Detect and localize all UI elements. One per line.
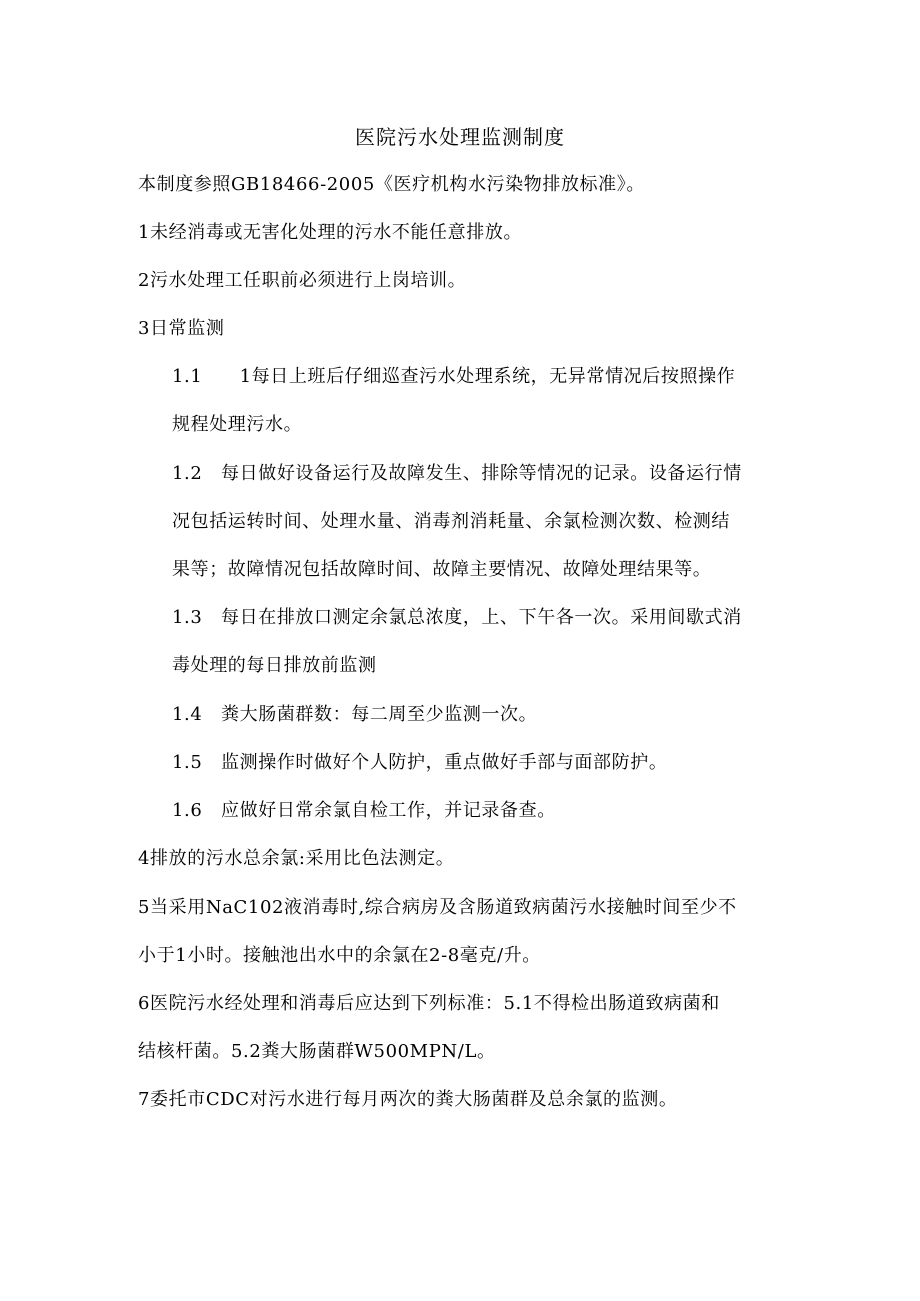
- sub-item-1-6: 1.6 应做好日常余氯自检工作，并记录备查。: [172, 800, 556, 821]
- rule-item-5-line-2: 小于1小时。接触池出水中的余氯在2-8毫克/升。: [138, 945, 541, 966]
- intro-paragraph: 本制度参照GB18466-2005《医疗机构水污染物排放标准》。: [138, 174, 645, 195]
- sub-item-1-4: 1.4 粪大肠菌群数：每二周至少监测一次。: [172, 704, 538, 725]
- rule-item-3-heading: 3日常监测: [138, 318, 225, 339]
- sub-item-1-1-line-2: 规程处理污水。: [172, 414, 303, 435]
- sub-item-1-3-line-2: 毒处理的每日排放前监测: [172, 655, 377, 676]
- rule-item-6-line-2: 结核杆菌。5.2粪大肠菌群W500MPN/L。: [138, 1041, 496, 1062]
- rule-item-6-line-1: 6医院污水经处理和消毒后应达到下列标准：5.1不得检出肠道致病菌和: [138, 993, 720, 1014]
- rule-item-2: 2污水处理工任职前必须进行上岗培训。: [138, 270, 467, 291]
- sub-item-1-1-line-1: 1.1 1每日上班后仔细巡查污水处理系统，无异常情况后按照操作: [172, 366, 736, 387]
- sub-item-1-2-line-2: 况包括运转时间、处理水量、消毒剂消耗量、余氯检测次数、检测结: [172, 511, 730, 532]
- document-title: 医院污水处理监测制度: [355, 125, 565, 149]
- sub-item-1-2-line-3: 果等；故障情况包括故障时间、故障主要情况、故障处理结果等。: [172, 559, 712, 580]
- rule-item-7: 7委托市CDC对污水进行每月两次的粪大肠菌群及总余氯的监测。: [138, 1089, 678, 1110]
- sub-item-1-5: 1.5 监测操作时做好个人防护，重点做好手部与面部防护。: [172, 752, 668, 773]
- sub-item-1-2-line-1: 1.2 每日做好设备运行及故障发生、排除等情况的记录。设备运行情: [172, 463, 742, 484]
- sub-item-1-3-line-1: 1.3 每日在排放口测定余氯总浓度，上、下午各一次。采用间歇式消: [172, 607, 742, 628]
- rule-item-1: 1未经消毒或无害化处理的污水不能任意排放。: [138, 222, 523, 243]
- rule-item-4: 4排放的污水总余氯:采用比色法测定。: [138, 848, 455, 869]
- rule-item-5-line-1: 5当采用NaC102液消毒时,综合病房及含肠道致病菌污水接触时间至少不: [138, 897, 737, 918]
